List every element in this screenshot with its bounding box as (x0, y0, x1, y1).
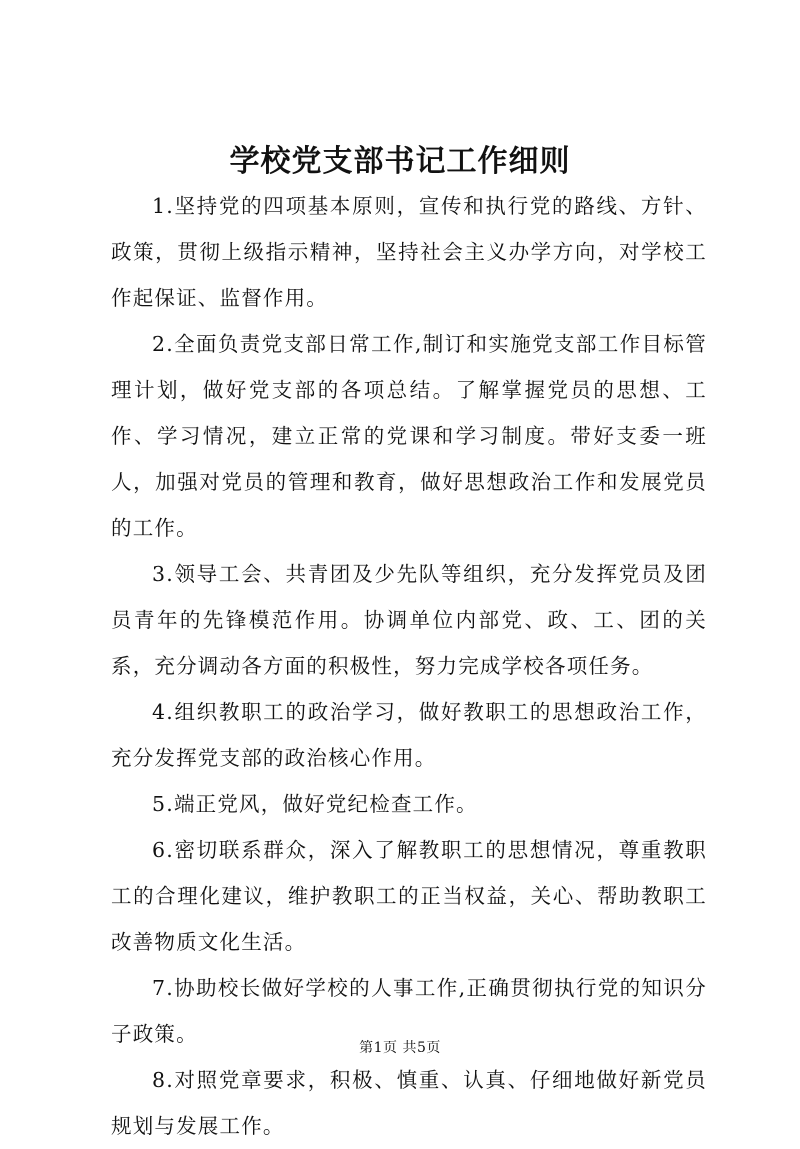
paragraph-8: 8.对照党章要求，积极、慎重、认真、仔细地做好新党员规划与发展工作。 (111, 1068, 707, 1138)
document-title: 学校党支部书记工作细则 (229, 144, 571, 179)
paragraph-6: 6.密切联系群众，深入了解教职工的思想情况，尊重教职工的合理化建议，维护教职工的正当权益，关心、帮助教职工改善物质文化生活。 (111, 838, 707, 954)
paragraph-5: 5.端正党风，做好党纪检查工作。 (152, 792, 478, 816)
document-body (111, 183, 707, 1149)
paragraph-1: 1.坚持党的四项基本原则，宣传和执行党的路线、方针、政策，贯彻上级指示精神，坚持社会主义办学方向，对学校工作起保证、监督作用。 (111, 194, 707, 310)
paragraph-3: 3.领导工会、共青团及少先队等组织，充分发挥党员及团员青年的先锋模范作用。协调单位内部党、政、工、团的关系，充分调动各方面的积极性，努力完成学校各项任务。 (111, 562, 707, 678)
paragraph-2: 2.全面负责党支部日常工作,制订和实施党支部工作目标管理计划，做好党支部的各项总结。了解掌握党员的思想、工作、学习情况，建立正常的党课和学习制度。带好支委一班人，加强对党员的管理和教育，做好思想政治工作和发展党员的工作。 (111, 332, 707, 540)
paragraph-7: 7.协助校长做好学校的人事工作,正确贯彻执行党的知识分子政策。 (111, 976, 707, 1046)
paragraph-4: 4.组织教职工的政治学习，做好教职工的思想政治工作，充分发挥党支部的政治核心作用。 (111, 700, 707, 770)
page-footer: 第1页 共5页 (359, 1040, 441, 1056)
